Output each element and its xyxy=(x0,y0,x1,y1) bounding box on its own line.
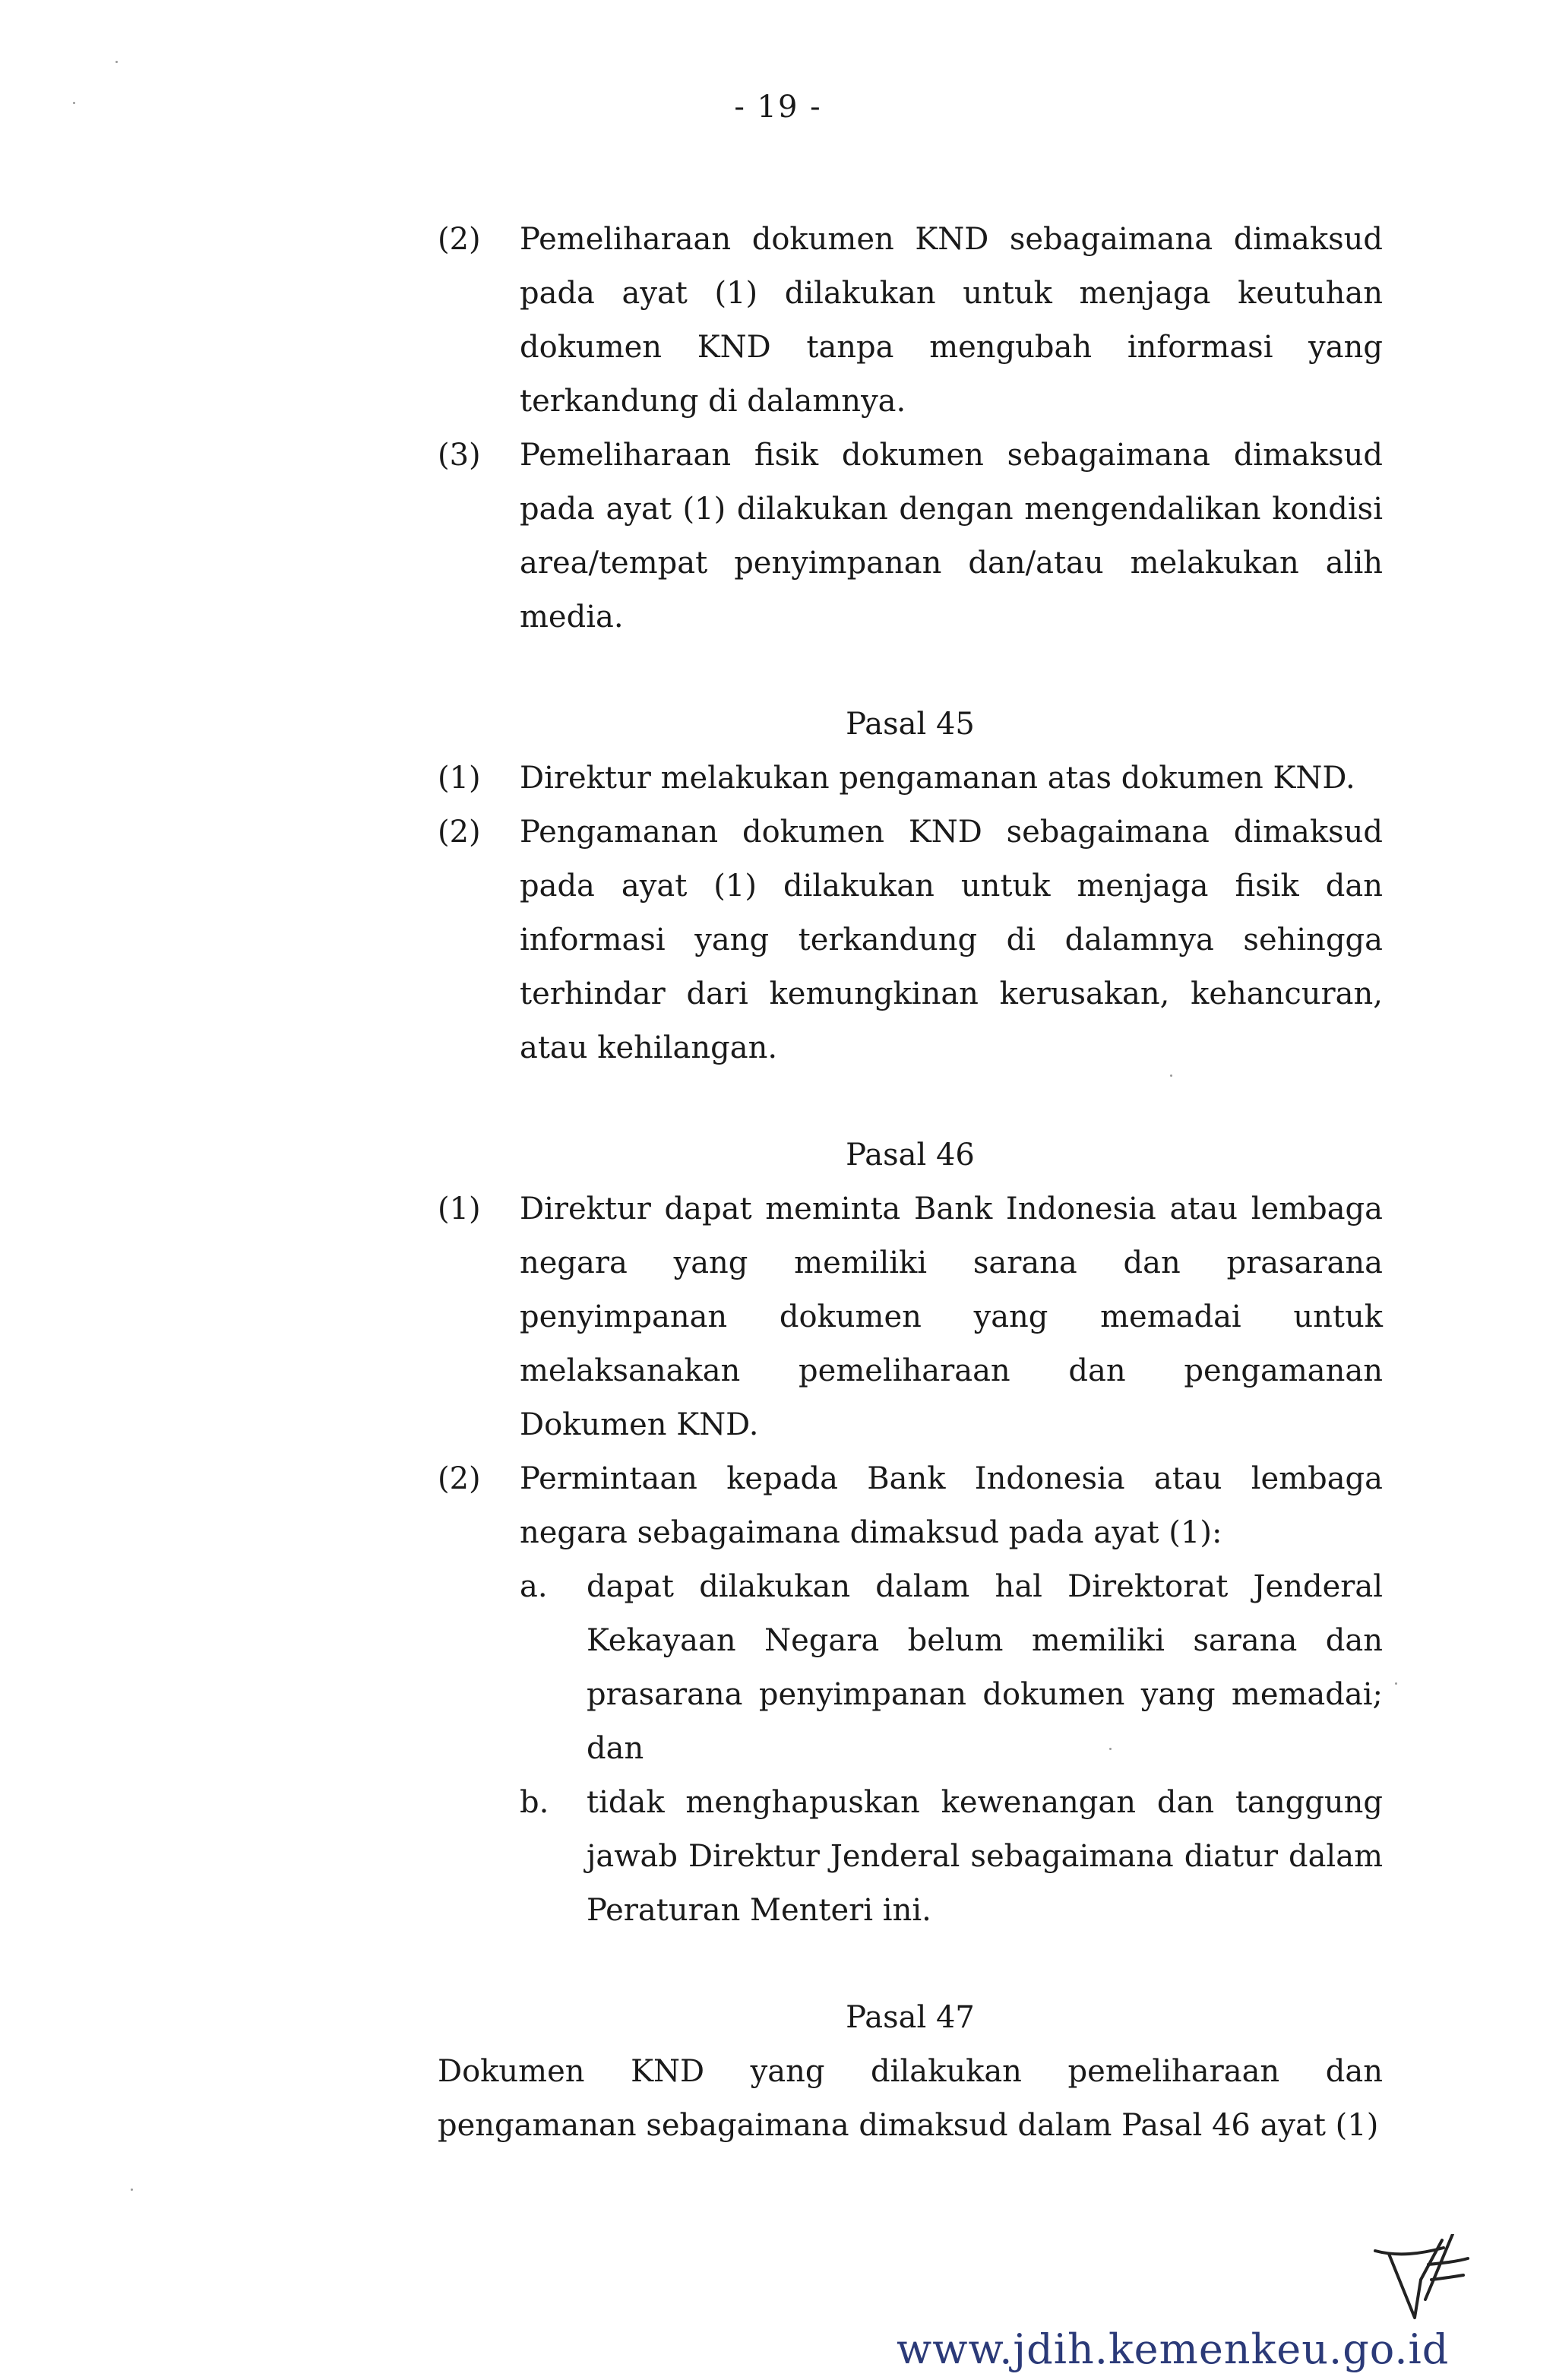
article-heading: Pasal 46 xyxy=(846,1138,975,1173)
item-text: Pemeliharaan fisik dokumen sebagaimana dimaksud pada ayat (1) dilakukan dengan mengendalikan kondisi area/tempat penyimpanan dan/atau melakukan alih media. xyxy=(520,438,1383,635)
sub-item-letter: a. xyxy=(520,1569,548,1604)
item-body xyxy=(520,1452,1383,1938)
paragraph-item xyxy=(438,805,1383,1075)
item-text: Direktur dapat meminta Bank Indonesia atau lembaga negara yang memiliki sarana dan prasarana penyimpanan dokumen yang memadai untuk melaksanakan pemeliharaan dan pengamanan Dokumen KND. xyxy=(520,1192,1383,1442)
paragraph-item xyxy=(438,213,1383,429)
item-number: (2) xyxy=(438,1461,481,1496)
item-text: Direktur melakukan pengamanan atas dokumen KND. xyxy=(520,761,1355,796)
article-heading: Pasal 45 xyxy=(846,707,975,742)
item-number: (1) xyxy=(438,761,481,796)
paragraph-item xyxy=(438,1182,1383,1452)
item-text: Pemeliharaan dokumen KND sebagaimana dimaksud pada ayat (1) dilakukan untuk menjaga keutuhan dokumen KND tanpa mengubah informasi yang terkandung di dalamnya. xyxy=(520,222,1383,419)
sub-item xyxy=(520,1776,1383,1938)
document-body xyxy=(438,213,1383,2153)
paragraph-item xyxy=(438,752,1383,805)
item-number: (3) xyxy=(438,438,481,473)
article-text: Dokumen KND yang dilakukan pemeliharaan dan pengamanan sebagaimana dimaksud dalam Pasal 46 ayat (1) xyxy=(438,2054,1383,2143)
item-text: Permintaan kepada Bank Indonesia atau lembaga negara sebagaimana dimaksud pada ayat (1): xyxy=(520,1461,1383,1550)
paragraph-item xyxy=(438,1452,1383,1938)
item-number: (2) xyxy=(438,815,481,850)
item-number: (1) xyxy=(438,1192,481,1226)
signature-initial xyxy=(1368,2234,1474,2325)
article-heading: Pasal 47 xyxy=(846,2000,975,2035)
footer-website-url: www.jdih.kemenkeu.go.id xyxy=(897,2325,1450,2373)
sub-item-letter: b. xyxy=(520,1785,549,1820)
item-number: (2) xyxy=(438,222,481,257)
sub-item-text: tidak menghapuskan kewenangan dan tanggung jawab Direktur Jenderal sebagaimana diatur dalam Peraturan Menteri ini. xyxy=(587,1785,1383,1928)
sub-item-text: dapat dilakukan dalam hal Direktorat Jenderal Kekayaan Negara belum memiliki sarana dan prasarana penyimpanan dokumen yang memadai; dan xyxy=(587,1569,1383,1766)
page-number: - 19 - xyxy=(734,90,822,125)
paragraph-item xyxy=(438,429,1383,644)
item-text: Pengamanan dokumen KND sebagaimana dimaksud pada ayat (1) dilakukan untuk menjaga fisik dan informasi yang terkandung di dalamnya sehingga terhindar dari kemungkinan kerusakan, kehancuran, atau kehilangan. xyxy=(520,815,1383,1065)
sub-item xyxy=(520,1560,1383,1776)
